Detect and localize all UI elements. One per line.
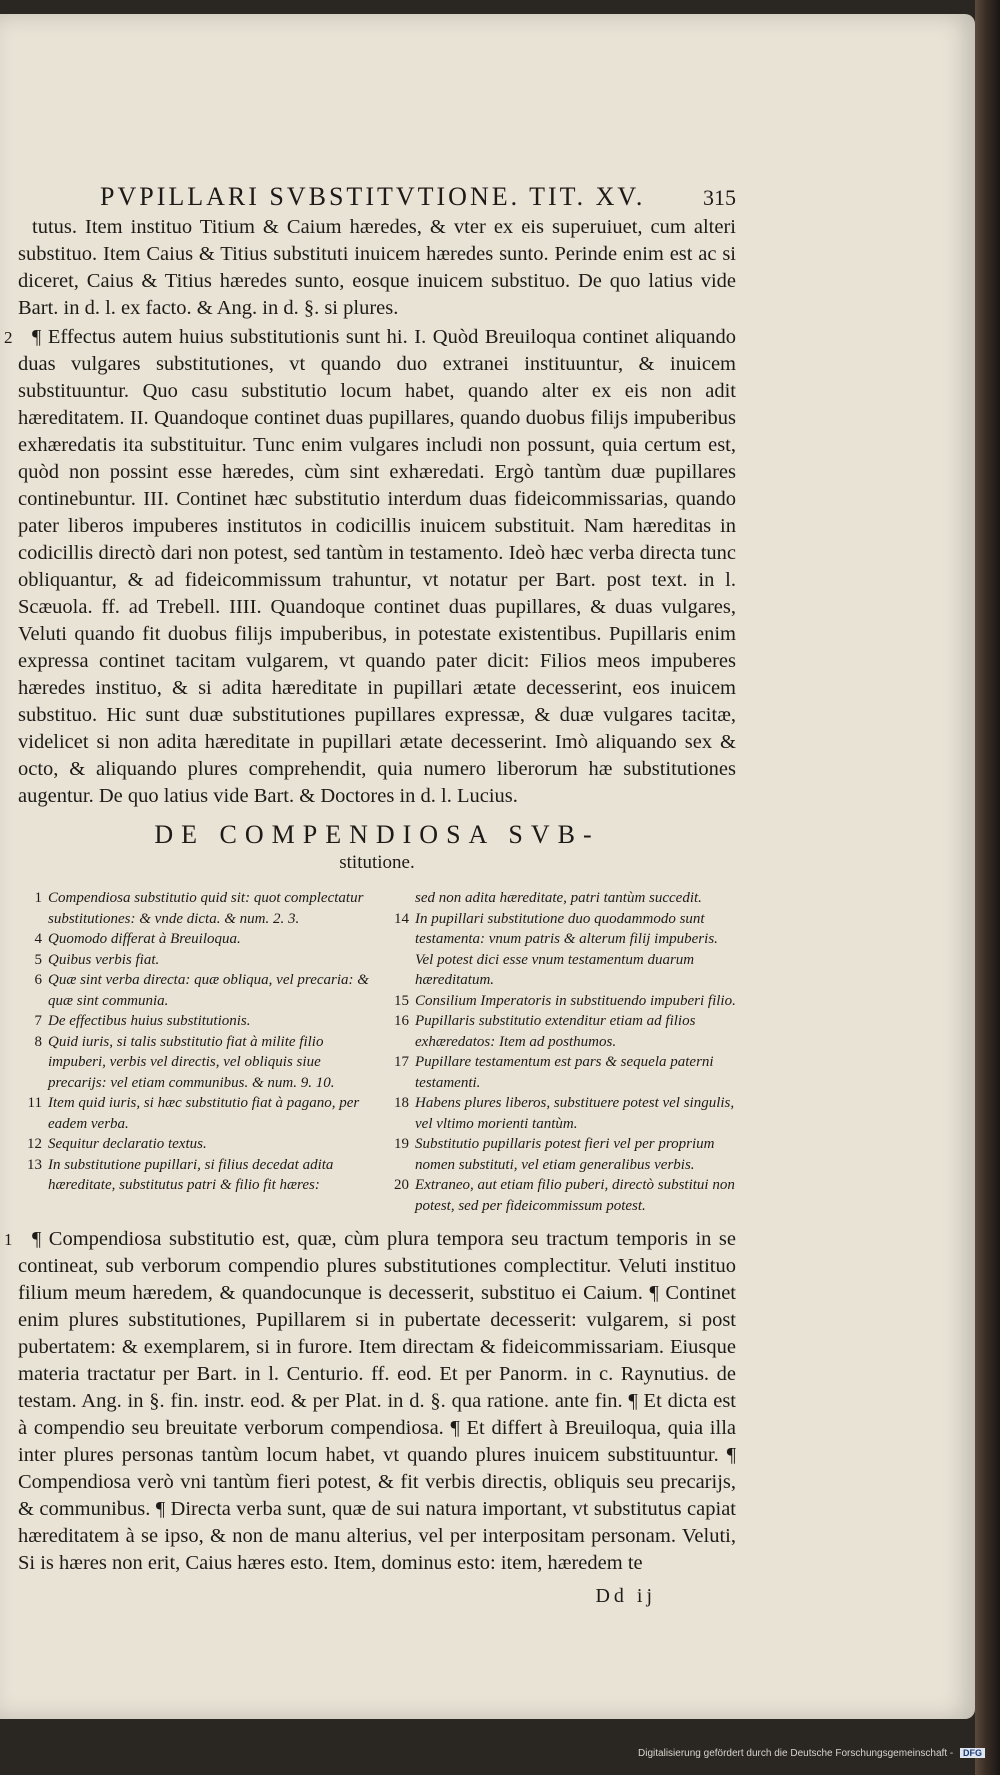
index-number: 16 xyxy=(394,1013,409,1029)
index-text: In substitutione pupillari, si filius decedat adita hæreditate, substitutus patri & filio fit hæres: xyxy=(48,1156,334,1193)
index-entry xyxy=(18,1032,369,1094)
index-number: 7 xyxy=(34,1013,42,1029)
folio-number: 315 xyxy=(703,185,736,210)
summary-index xyxy=(18,888,736,1216)
index-entry xyxy=(18,970,369,1011)
index-text: In pupillari substitutione duo quodammodo sunt testamenta: vnum patris & alterum filij impuberis. Vel potest dici esse vnum testamentum duarum hæreditatum. xyxy=(415,910,718,988)
index-text: Quomodo differat à Breuiloqua. xyxy=(48,931,241,947)
index-text: Consilium Imperatoris in substituendo impuberi filio. xyxy=(415,992,736,1009)
index-entry xyxy=(18,1134,369,1155)
index-entry xyxy=(18,888,369,929)
dfg-logo: DFG xyxy=(960,1748,985,1758)
index-entry xyxy=(18,1011,369,1032)
index-text: Habens plures liberos, substituere potest vel singulis, vel vltimo morienti tantùm. xyxy=(415,1095,735,1132)
index-entry xyxy=(18,929,369,950)
index-entry xyxy=(385,991,736,1012)
index-number: 1 xyxy=(34,890,42,906)
index-entry xyxy=(18,1155,369,1196)
index-number: 12 xyxy=(27,1136,42,1152)
index-text: Pupillare testamentum est pars & sequela paterni testamenti. xyxy=(415,1054,714,1091)
paragraph-text: ¶ Compendiosa substitutio est, quæ, cùm plura tempora seu tractum temporis in se contineat, sub verborum compendio plures substitutiones complectitur. Veluti instituo filium meum hæredem, & quandocunque is decesserit, substituo ei Caium. ¶ Continet enim plures substitutiones, Pupillarem si in pubertate decesserit: vulgarem, si post pubertatem: & exemplarem, si in furore. Item directam & fideicommissariam. Eiusque materia tractatur per Bart. in l. Centurio. ff. eod. Et per Panorm. in c. Raynutius. de testam. Ang. in §. fin. instr. eod. & per Plat. in d. §. qua ratione. ante fin. ¶ Et dicta est à compendio seu breuitate verborum compendiosa. ¶ Et differt à Breuiloqua, quia illa inter plures personas tantùm locum habet, vt quando plures inuicem substituuntur. ¶ Compendiosa verò vni tantùm fieri potest, & fit verbis directis, obliquis seu precarijs, & communibus. ¶ Directa verba sunt, quæ de sui natura important, vt substitutus capiat hæreditatem à se ipso, & non de manu alterius, vel per interpositam personam. Veluti, Si is hæres non erit, Caius hæres esto. Item, dominus esto: item, hæredem te xyxy=(18,1228,736,1574)
index-entry xyxy=(385,1011,736,1052)
book-spine xyxy=(975,0,1000,1775)
index-entry xyxy=(385,1175,736,1216)
index-number: 19 xyxy=(394,1136,409,1152)
index-text: Quibus verbis fiat. xyxy=(48,951,160,968)
index-text: Item quid iuris, si hæc substitutio fiat à pagano, per eadem verba. xyxy=(48,1095,360,1132)
paragraph xyxy=(18,214,736,322)
index-text: Quid iuris, si talis substitutio fiat à milite filio impuberi, verbis vel directis, vel obliquis siue precarijs: vel etiam communibus. & num. 9. 10. xyxy=(48,1033,335,1091)
index-number: 14 xyxy=(394,910,409,927)
index-text: Sequitur declaratio textus. xyxy=(48,1136,207,1152)
paragraph xyxy=(4,324,736,810)
paragraph-text: ¶ Effectus autem huius substitutionis sunt hi. I. Quòd Breuiloqua continet aliquando duas vulgares substitutiones, vt quando duo extranei instituuntur, & inuicem substituuntur. Quo casu substitutio locum habet, quando alter ex eis non adit hæreditatem. II. Quandoque continet duas pupillares, quando duobus filijs impuberibus exhæredatis ita substituitur. Tunc enim vulgares includi non possunt, quia certum est, quòd non possint esse hæredes, cùm sint exhæredati. Ergò tantùm duæ pupillares continebuntur. III. Continet hæc substitutio interdum duas fideicommissarias, quando pater liberos impuberes institutos in codicillis inuicem substituit. Nam hæreditas in codicillis directò dari non potest, sed tantùm in testamento. Ideò hæc verba directa tunc obliquantur, & ad fideicommissum trahuntur, vt notatur per Bart. post text. in l. Scæuola. ff. ad Trebell. IIII. Quandoque continet duas pupillares, & duas vulgares, Veluti quando fit duobus filijs impuberibus, in potestate existentibus. Pupillaris enim expressa continet tacitam vulgarem, vt quando pater dicit: Filios meos impuberes hæredes instituo, & si adita hæreditate in pupillari ætate decesserint, eos inuicem substituo. Hic sunt duæ substitutiones pupillares expressæ, & duæ vulgares tacitæ, videlicet si non adita hæreditate in pupillari ætate decesserint. Imò aliquando sex & octo, & aliquando plures comprehendit, quia numero liberorum hæ substitutiones augentur. De quo latius vide Bart. & Doctores in d. l. Lucius. xyxy=(18,326,736,807)
index-number: 5 xyxy=(34,951,42,968)
running-head xyxy=(18,182,736,212)
index-number: 17 xyxy=(394,1054,409,1070)
index-text: sed non adita hæreditate, patri tantùm succedit. xyxy=(415,890,702,906)
index-text: Compendiosa substitutio quid sit: quot complectatur substitutiones: & vnde dicta. & num. 2. 3. xyxy=(48,890,364,927)
footer-text: Digitalisierung gefördert durch die Deutsche Forschungsgemeinschaft - xyxy=(638,1748,954,1759)
index-text: Extraneo, aut etiam filio puberi, directò substitui non potest, sed per fideicommissum potest. xyxy=(415,1177,735,1214)
index-column-right xyxy=(385,888,736,1216)
margin-number: 1 xyxy=(4,1230,13,1249)
index-column-left xyxy=(18,888,369,1216)
index-number: 13 xyxy=(27,1156,42,1173)
digitization-footer xyxy=(0,1748,985,1759)
index-text: Quæ sint verba directa: quæ obliqua, vel precaria: & quæ sint communia. xyxy=(48,972,369,1009)
index-number xyxy=(385,888,409,909)
section-compendiosa xyxy=(4,1226,736,1577)
index-entry xyxy=(385,1134,736,1175)
index-entry xyxy=(18,1093,369,1134)
index-number: 20 xyxy=(394,1177,409,1193)
index-entry xyxy=(385,1093,736,1134)
text-block xyxy=(4,182,736,1608)
section-breuiloqua xyxy=(4,214,736,810)
paragraph-text: tutus. Item instituo Titium & Caium hæredes, & vter ex eis superuiuet, cum alteri substituo. Item Caius & Titius substituti inuicem hæredes sunto. Perinde enim est ac si diceret, Caius & Titius hæredes sunto, eosque inuicem substituo. De quo latius vide Bart. in d. l. ex facto. & Ang. in d. §. si plures. xyxy=(18,216,736,319)
document-page xyxy=(0,14,975,1719)
index-number: 15 xyxy=(394,992,409,1009)
index-entry xyxy=(385,909,736,991)
section-subheading: stitutione. xyxy=(339,852,415,873)
page-title: PVPILLARI SVBSTITVTIONE. TIT. XV. xyxy=(100,182,646,211)
index-number: 4 xyxy=(34,931,42,947)
index-entry xyxy=(385,1052,736,1093)
index-number: 11 xyxy=(27,1095,42,1111)
index-entry xyxy=(385,888,736,909)
index-number: 18 xyxy=(394,1095,409,1111)
index-entry xyxy=(18,950,369,971)
paragraph xyxy=(4,1226,736,1577)
section-heading: DE COMPENDIOSA SVB- xyxy=(154,820,600,849)
index-number: 8 xyxy=(34,1033,42,1050)
index-text: De effectibus huius substitutionis. xyxy=(48,1013,251,1029)
signature-mark: Dd ij xyxy=(595,1585,656,1607)
margin-number: 2 xyxy=(4,328,13,347)
index-text: Substitutio pupillaris potest fieri vel per proprium nomen substituti, vel etiam generalibus verbis. xyxy=(415,1136,715,1173)
index-text: Pupillaris substitutio extenditur etiam ad filios exhæredatos: Item ad posthumos. xyxy=(415,1013,696,1050)
index-number: 6 xyxy=(34,972,42,988)
